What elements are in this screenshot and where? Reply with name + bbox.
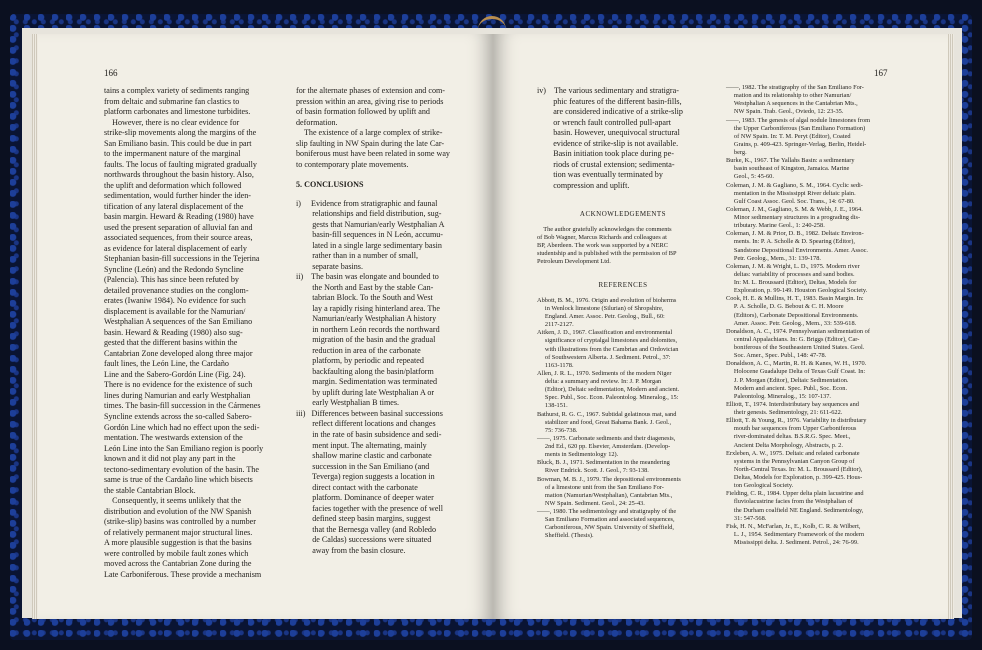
list-line: platform, by periodic and repeated: [296, 356, 424, 366]
reference-line: Aitken, J. D., 1967. Classification and environmental: [537, 329, 673, 337]
reference-line: Coleman, J. M. & Prior, D. B., 1982. Deltaic Environ-: [726, 230, 864, 238]
reference-line: Sandstone Depositional Environments. Amer. Assoc.: [726, 246, 869, 254]
text-line: León Line into the San Emiliano region is poorly: [104, 443, 264, 453]
text-line: of relatively permanent major structural lines.: [104, 527, 253, 537]
reference-line: Bowman, M. B. J., 1979. The depositional environments: [537, 475, 681, 483]
text-line: Consequently, it seems unlikely that the: [104, 496, 242, 506]
reference-line: Amer. Assoc. Petr. Geolog., Mem., 33: 539-618.: [726, 319, 857, 327]
list-line: Teverga) region suggests a location in: [296, 472, 435, 482]
reference-line: basin southeast of Kingston, Jamaica. Marine: [726, 165, 850, 173]
reference-line: ments. In: P. A. Scholle & D. Spearing (Editor),: [726, 238, 855, 246]
reference-line: L. J., 1954. Sedimentary Framework of the modern: [726, 530, 865, 538]
list-line: direct contact with the carbonate: [296, 482, 418, 492]
text-line: deformation.: [296, 117, 338, 127]
list-line: riods of crustal extension; sedimenta-: [537, 159, 675, 169]
list-line: platform. Dominance of deeper water: [296, 493, 434, 503]
reference-line: Westphalian A sequences in the Cantabrian Mts.,: [726, 100, 858, 108]
reference-line: the Upper Carboniferous (San Emiliano Formation): [726, 124, 866, 132]
list-line: iv) The various sedimentary and stratigra-: [537, 86, 679, 95]
text-line: The existence of a large complex of strike-: [296, 128, 443, 138]
list-line: the North and East by the stable Can-: [296, 282, 434, 292]
text-line: San Emiliano basin. This could be due in part: [104, 138, 252, 148]
reference-line: Modern and ancient. Spec. Publ., Soc. Econ.: [726, 384, 848, 392]
reference-line: their genesis. Sedimentology, 21: 611-622.: [726, 409, 843, 416]
list-line: lay a rapidly rising hinterland area. The: [296, 303, 440, 313]
text-line: basin. Heward & Reading (1980) also sug-: [104, 327, 243, 337]
list-line: by uplift during late Westphalian A or: [296, 387, 435, 397]
text-line: times. The basin-fill succession in the Cármenes: [104, 401, 261, 411]
list-line: migration of the basin and the gradual: [296, 335, 436, 345]
reference-line: Ancient Delta Morphology, Abstracts, p. 2.: [726, 441, 843, 449]
list-line: backfaulting along the basin/platform: [296, 366, 434, 376]
list-line: evidence of strike-slip is not available.: [537, 138, 679, 148]
list-line: rather than in a number of small,: [296, 251, 419, 261]
reference-line: Allen, J. R. L., 1970. Sediments of the modern Niger: [537, 369, 672, 377]
reference-line: (Editor), Deltaic sedimentation, Modern and ancient.: [537, 386, 680, 394]
text-line: tification of any lateral displacement of the: [104, 201, 244, 211]
text-line: displacement is available for the Namurian/: [104, 306, 246, 316]
list-line: de Caldas) successions were situated: [296, 535, 432, 545]
reference-line: Geol., 5: 45-60.: [726, 173, 774, 181]
list-line: are considered indicative of a strike-slip: [537, 107, 683, 117]
reference-line: central Appalachians. In: G. Briggs (Editor), Car-: [726, 335, 860, 343]
list-line: facies together with the presence of well: [296, 503, 443, 513]
references-list-col2: [726, 84, 906, 547]
text-line: from deltaic and submarine fan clastics to: [104, 96, 240, 106]
reference-line: ton Geological Society.: [726, 482, 794, 490]
reference-line: of Southwestern Alberta. J. Sediment. Petrol., 37:: [537, 353, 671, 361]
reference-line: Mississippi delta. J. Sediment. Petrol., 24: 76-99.: [726, 539, 859, 546]
list-line: succession in the San Emiliano (and: [296, 461, 430, 471]
text-line: A more plausible suggestion is that the basins: [104, 538, 252, 548]
reference-line: Gulf Coast Assoc. Geol. Soc. Trans., 14: 67-80.: [726, 197, 855, 205]
text-line: lines during Namurian and early Westphalian: [104, 390, 251, 400]
reference-line: Paleontolog. Mineralog., 15: 107-137.: [726, 392, 832, 400]
reference-line: Fielding, C. R., 1984. Upper delta plain lacustrine and: [726, 490, 864, 498]
ack-line: of Bob Wagner, Marcus Richards and colleagues at: [537, 233, 667, 241]
list-line: tabrian Block. To the South and West: [296, 293, 433, 303]
text-line: Gordón Line which had no effect upon the sedi-: [104, 422, 260, 432]
text-line: Westphalian A sequences of the San Emiliano: [104, 317, 253, 327]
list-line: gests that Namurian/early Westphalian A: [296, 219, 445, 229]
page-number-right: 167: [874, 68, 888, 78]
reference-line: significance of cryptalgal limestones and dolomites,: [537, 337, 678, 345]
list-line: in the rate of basin subsidence and sedi-: [296, 429, 442, 439]
reference-line: Donaldson, A. C., Martin, R. H. & Kanes, W. H., 1970.: [726, 360, 867, 368]
reference-line: Coleman, J. M., Gagliano, S. M. & Webb, J. E., 1964.: [726, 205, 863, 213]
reference-line: ments in Sedimentology 12).: [537, 451, 619, 459]
text-line: as evidence for lateral displacement of early: [104, 243, 247, 253]
text-line: same is true of the Cardaño line which bisects: [104, 475, 253, 485]
reference-line: river-dominated deltas. B.S.R.G. Spec. Meet.,: [726, 433, 851, 441]
reference-line: (Editors), Carbonate Depositional Environments.: [726, 311, 859, 319]
text-line: Syncline (León) and the Redondo Syncline: [104, 264, 244, 274]
references-list-col1: [537, 297, 709, 541]
text-line: used the present separation of alluvial fan and: [104, 222, 253, 232]
list-line: separate basins.: [296, 261, 363, 271]
text-line: Syncline extends across the so-called Sabero-: [104, 411, 252, 421]
text-line: Late Carboniferous. These provide a mechanism: [104, 569, 262, 579]
text-line: sedimentation, would further hinder the iden-: [104, 191, 251, 201]
reference-line: Fisk, H. N., McFarlan, Jr., E., Kolb, C. R. & Wilbert,: [726, 522, 861, 530]
text-line: northwards throughout the basin history. Also,: [104, 170, 254, 180]
text-line: moved across the Cantabrian Zone during the: [104, 559, 252, 569]
text-line: faults. The locus of faulting migrated gradually: [104, 159, 257, 169]
reference-line: delta: a summary and review. In: J. P. Morgan: [537, 378, 662, 386]
reference-line: Bathurst, R. G. C., 1967. Subtidal gelatinous mat, sand: [537, 410, 677, 418]
acknowledgements-heading: ACKNOWLEDGEMENTS: [579, 210, 667, 219]
left-column-2-intro: [296, 86, 474, 170]
section-heading-conclusions: 5. CONCLUSIONS: [296, 180, 364, 190]
reference-line: of NW Spain. In: T. M. Peryt (Editor), Coated: [726, 132, 851, 140]
reference-line: tributary. Marine Geol., 1: 240-258.: [726, 222, 825, 230]
reference-line: systems in the Pennsylvanian Canyon Group of: [726, 457, 855, 465]
text-line: to the impermanent nature of the marginal: [104, 149, 241, 159]
reference-line: mation (Namurian/Westphalian), Cantabrian Mts.,: [537, 491, 673, 499]
text-line: to contemporary plate movements.: [296, 159, 409, 169]
list-line: shallow marine clastic and carbonate: [296, 451, 432, 461]
text-line: (strike-slip) basins was controlled by a number: [104, 517, 256, 527]
list-line: in northern León records the northward: [296, 324, 440, 334]
reference-line: ——, 1983. The genesis of algal nodule limestones from: [726, 116, 871, 124]
reference-line: Deltas, Models for Exploration, p. 399-425. Hous-: [726, 474, 863, 481]
list-line: ment input. The alternating, mainly: [296, 440, 427, 450]
reference-line: Minor sedimentary structures in a prograding dis-: [726, 214, 861, 221]
text-line: erates (Iwaniw 1984). No evidence for such: [104, 296, 246, 306]
reference-line: mouth bar sequences from Upper Carboniferous: [726, 425, 857, 433]
list-line: relationships and field distribution, sug-: [296, 209, 442, 219]
reference-line: 2nd Ed., 620 pp. Elsevier, Amsterdam. (Develop-: [537, 443, 671, 451]
reference-line: boniferous of the Southeastern United States. Geol.: [726, 344, 865, 351]
reference-line: 75: 736-738.: [537, 426, 578, 434]
text-line: However, there is no clear evidence for: [104, 117, 240, 127]
conclusions-list-continued: [537, 86, 709, 191]
left-column-2: [296, 86, 474, 556]
left-page: [38, 34, 493, 619]
ack-line: BP, Aberdeen. The work was supported by a NERC: [537, 241, 668, 249]
reference-line: England. Amer. Assoc. Petr. Geolog., Bull., 60:: [537, 313, 665, 321]
reference-line: Carboniferous, NW Spain. University of Sheffield,: [537, 524, 675, 532]
reference-line: Exploration, p. 99-149. Houston Geological Society.: [726, 287, 868, 295]
reference-line: Sheffield. (Thesis).: [537, 532, 594, 540]
reference-line: ——, 1980. The sedimentology and stratigraphy of the: [537, 508, 677, 516]
text-line: distribution and evolution of the NW Spanish: [104, 506, 252, 516]
conclusions-list: [296, 199, 474, 557]
reference-line: with illustrations from the Cambrian and Ordovician: [537, 345, 679, 353]
list-line: phic features of the different basin-fills,: [537, 96, 682, 106]
list-line: tion was eventually terminated by: [537, 170, 663, 180]
reference-line: San Emiliano Formation and associated sequences,: [537, 516, 675, 524]
reference-line: of a limestone unit from the San Emiliano For-: [537, 483, 664, 491]
list-line: that the Bernesga valley (and Robledo: [296, 524, 437, 534]
reference-line: Elliott, T., 1974. Interdistributary bay sequences and: [726, 400, 859, 408]
text-line: strike-slip movements along the margins of the: [104, 128, 257, 138]
text-line: were controlled by mobile fault zones which: [104, 548, 249, 558]
reference-line: ——, 1982. The stratigraphy of the San Emiliano For-: [726, 84, 864, 91]
reference-line: fluviolacustrine facies from the Westphalian of: [726, 498, 853, 506]
reference-line: Coleman, J. M. & Wright, L. D., 1975. Modern river: [726, 262, 860, 270]
list-line: basin-fill sequences in N León, accumu-: [296, 230, 443, 240]
references-heading: REFERENCES: [598, 281, 648, 290]
page-edge-right: [948, 34, 954, 619]
right-page: [493, 34, 948, 619]
list-line: i) Evidence from stratigraphic and faunal: [296, 198, 438, 208]
reference-line: deltas: variability of processes and sand bodies.: [726, 270, 855, 278]
text-line: known and it did not play any part in the: [104, 454, 236, 464]
text-line: There is no evidence for the existence of such: [104, 380, 253, 390]
reference-line: mentation in the Mississippi River deltaic plain.: [726, 189, 856, 197]
reference-line: mation and its relationship to other Namurian/: [726, 92, 852, 100]
reference-line: the Durham coalfield NE England. Sedimentology,: [726, 506, 864, 514]
list-line: margin. Sedimentation was terminated: [296, 377, 438, 387]
reference-line: Bluck, B. J., 1971. Sedimentation in the meandering: [537, 459, 670, 467]
reference-line: Erxleben, A. W., 1975. Deltaic and related carbonate: [726, 449, 860, 457]
reference-line: NW Spain. Sediment. Geol., 24: 25-43.: [537, 499, 645, 507]
text-line: fault lines, the León Line, the Cardaño: [104, 359, 229, 369]
reference-line: Coleman, J. M. & Gagliano, S. M., 1964. Cyclic sedi-: [726, 181, 863, 189]
text-line: the stable Cantabrian Block.: [104, 485, 196, 495]
list-line: defined steep basin margins, suggest: [296, 514, 431, 524]
text-line: tectono-sedimentary evolution of the basin. The: [104, 464, 259, 474]
text-line: mentation. The westwards extension of the: [104, 433, 243, 443]
reference-line: in Wenlock limestone (Silurian) of Shropshire,: [537, 304, 664, 312]
reference-line: River Endrick. Scott. J. Geol., 7: 93-138.: [537, 467, 649, 475]
reference-line: ——, 1975. Carbonate sediments and their diagenesis,: [537, 434, 676, 442]
reference-line: J. P. Morgan (Editor), Deltaic Sedimentation.: [726, 376, 849, 384]
reference-line: NW Spain. Trab. Geol., Oviedo, 12: 23-35.: [726, 108, 844, 116]
list-line: away from the basin closure.: [296, 545, 406, 555]
reference-line: 1163-1178.: [537, 361, 574, 369]
text-line: detailed provenance studies on the conglom-: [104, 285, 249, 295]
text-line: Cantabrian Zone developed along three major: [104, 348, 253, 358]
text-line: pression within an area, giving rise to periods: [296, 96, 444, 106]
list-line: compression and uplift.: [537, 180, 630, 190]
text-line: for the alternate phases of extension and com-: [296, 86, 446, 95]
list-line: ii) The basin was elongate and bounded to: [296, 272, 439, 282]
list-line: or wrench fault controlled pull-apart: [537, 117, 671, 127]
reference-line: Grains, p. 409-423. Springer-Verlag, Berlin, Heidel-: [726, 140, 867, 148]
reference-line: North-Central Texas. In: M. L. Broussard (Editor),: [726, 465, 863, 473]
text-line: the uplift and deformation which followed: [104, 180, 242, 190]
list-line: reduction in area of the carbonate: [296, 345, 421, 355]
reference-line: In: M. L. Broussard (Editor), Deltas, Models for: [726, 279, 857, 286]
list-line: basin. However, unequivocal structural: [537, 128, 680, 138]
text-line: of basin formation followed by uplift and: [296, 107, 430, 117]
ack-line: The author gratefully acknowledges the comments: [537, 225, 672, 233]
right-column-1: [537, 86, 709, 541]
reference-line: Donaldson, A. C., 1974. Pennsylvanian sedimentation of: [726, 327, 870, 335]
reference-line: Soc. Amer., Spec. Publ., 148: 47-78.: [726, 352, 827, 360]
list-line: Basin initiation took place during pe-: [537, 149, 674, 159]
reference-line: Spec. Publ., Soc. Econ. Paleontolog. Mineralog., 15:: [537, 394, 679, 402]
list-line: lated in a single large sedimentary basin: [296, 240, 442, 250]
reference-line: Petr. Geolog., Mem., 31: 139-178.: [726, 254, 821, 262]
reference-line: Abbott, B. M., 1976. Origin and evolution of bioherms: [537, 296, 677, 304]
reference-line: Burke, K., 1967. The Yallahs Basin: a sedimentary: [726, 157, 855, 165]
list-line: reflect different locations and changes: [296, 419, 436, 429]
text-line: Stephanian basin-fill successions in the Tejerina: [104, 254, 260, 264]
reference-line: 138-151.: [537, 402, 568, 410]
list-line: iii) Differences between basinal successions: [296, 408, 443, 418]
text-line: (Palencia). This has since been refuted by: [104, 275, 239, 285]
ack-line: studentship and is published with the permission of BP: [537, 250, 677, 258]
text-line: boniferous must have been related in some way: [296, 149, 450, 159]
text-line: platform carbonates and limestone turbidites.: [104, 107, 251, 117]
ack-line: Petroleum Development Ltd.: [537, 258, 611, 266]
text-line: gested that the different basins within the: [104, 338, 238, 348]
reference-line: berg.: [726, 149, 747, 156]
acknowledgements-text: [537, 226, 709, 267]
reference-line: 31: 547-568.: [726, 514, 767, 522]
text-line: basin margin. Heward & Reading (1980) have: [104, 212, 254, 222]
left-column-1: [104, 86, 280, 580]
reference-line: stabilizer and food, Great Bahama Bank. J. Geol.,: [537, 418, 672, 426]
reference-line: Elliott, T. & Young, R., 1976. Variability in distributary: [726, 417, 867, 425]
page-number-left: 166: [104, 68, 118, 78]
list-line: Namurian/early Westphalian A history: [296, 314, 437, 324]
reference-line: 2117-2127.: [537, 321, 574, 329]
text-line: slip faulting in NW Spain during the late Car-: [296, 138, 445, 148]
reference-line: Cook, H. E. & Mullins, H. T., 1983. Basin Margin. In:: [726, 295, 864, 303]
text-line: Line and the Sabero-Gordón Line (Fig. 24).: [104, 369, 246, 379]
list-line: early Westphalian B times.: [296, 398, 400, 408]
reference-line: P. A. Scholle, D. G. Bebout & C. H. Moore: [726, 303, 844, 311]
text-line: associated sequences, from their source areas,: [104, 233, 253, 243]
reference-line: Holocene Guadalupe Delta of Texas Gulf Coast. In:: [726, 368, 866, 376]
text-line: tains a complex variety of sediments ranging: [104, 86, 250, 95]
